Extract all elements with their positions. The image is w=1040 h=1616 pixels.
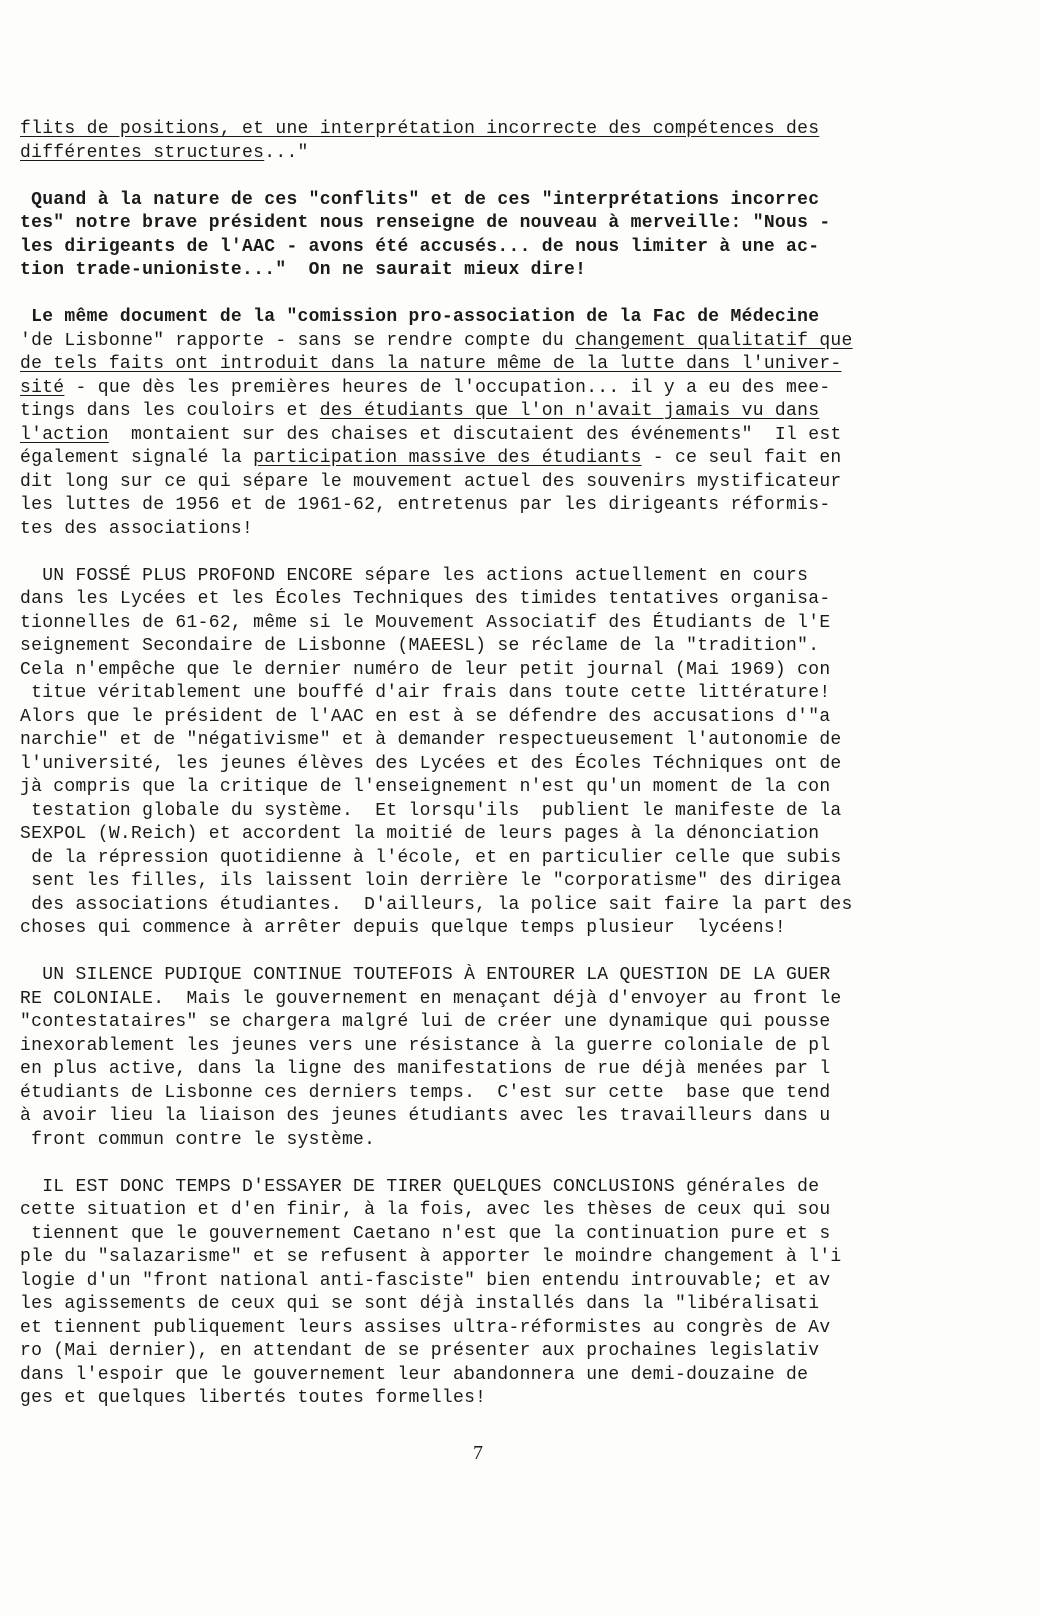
text-segment: - que dès les premières heures de l'occupation... il y a eu des mee- bbox=[64, 377, 831, 398]
text-line bbox=[20, 1035, 968, 1059]
text-segment: les agissements de ceux qui se sont déjà installés dans la "libéralisati bbox=[20, 1294, 820, 1314]
text-line bbox=[20, 964, 968, 988]
text-segment: Cela n'empêche que le dernier numéro de leur petit journal (Mai 1969) con bbox=[20, 659, 831, 680]
text-line bbox=[20, 1176, 968, 1200]
paragraph bbox=[20, 565, 968, 941]
text-segment: et tiennent publiquement leurs assises ultra-réformistes au congrès de Av bbox=[20, 1317, 831, 1338]
paragraph bbox=[20, 964, 968, 1152]
text-segment: choses qui commence à arrêter depuis quelque temps plusieur lycéens! bbox=[20, 918, 787, 938]
underlined-text: différentes structures bbox=[20, 142, 265, 163]
text-segment: en plus active, dans la ligne des manifestations de rue déjà menées par l bbox=[20, 1059, 831, 1079]
text-segment: montaient sur des chaises et discutaient des événements" Il est bbox=[108, 424, 842, 445]
text-segment: des associations étudiantes. D'ailleurs, la police sait faire la part des bbox=[20, 894, 853, 915]
text-line bbox=[20, 330, 968, 354]
text-segment: ges et quelques libertés toutes formelles! bbox=[20, 1388, 487, 1408]
text-line bbox=[20, 1105, 968, 1129]
text-segment: UN FOSSÉ PLUS PROFOND ENCORE sépare les actions actuellement en cours bbox=[20, 565, 809, 586]
text-line bbox=[20, 1223, 968, 1247]
text-line bbox=[20, 1293, 968, 1317]
text-line bbox=[20, 212, 968, 236]
text-line bbox=[20, 988, 968, 1012]
text-line bbox=[20, 1364, 968, 1388]
text-segment: l'université, les jeunes élèves des Lycées et des Écoles Téchniques ont de bbox=[20, 753, 842, 774]
text-segment: sent les filles, ils laissent loin derrière le "corporatisme" des dirigea bbox=[20, 871, 842, 891]
text-line bbox=[20, 847, 968, 871]
paragraph bbox=[20, 189, 968, 283]
text-segment: dans les Lycées et les Écoles Techniques des timides tentatives organisa- bbox=[20, 589, 831, 609]
text-line bbox=[20, 1129, 968, 1153]
text-line bbox=[20, 118, 968, 142]
text-line bbox=[20, 870, 968, 894]
underlined-text: flits de positions, et une interprétation incorrecte des compétences des bbox=[20, 119, 820, 139]
page-number: 7 bbox=[473, 1442, 483, 1464]
text-line bbox=[20, 236, 968, 260]
text-segment: tiennent que le gouvernement Caetano n'est que la continuation pure et s bbox=[20, 1223, 831, 1244]
text-segment: "contestataires" se chargera malgré lui de créer une dynamique qui pousse bbox=[20, 1012, 831, 1032]
underlined-text: de tels faits ont introduit dans la nature même de la lutte dans l'univer- bbox=[20, 354, 842, 374]
text-segment: inexorablement les jeunes vers une résistance à la guerre coloniale de pl bbox=[20, 1035, 831, 1056]
text-segment: front commun contre le système. bbox=[20, 1129, 376, 1150]
text-segment: également signalé la bbox=[20, 448, 254, 468]
underlined-text: l'action bbox=[20, 424, 109, 445]
text-segment: titue véritablement une bouffé d'air frais dans toute cette littérature! bbox=[20, 683, 831, 703]
text-line bbox=[20, 682, 968, 706]
text-line bbox=[20, 377, 968, 401]
text-segment: tion trade-unioniste..." On ne saurait mieux dire! bbox=[20, 260, 587, 280]
text-line bbox=[20, 306, 968, 330]
text-segment: 'de Lisbonne" rapporte - sans se rendre compte du bbox=[20, 330, 576, 351]
text-segment: cette situation et d'en finir, à la fois, avec les thèses de ceux qui sou bbox=[20, 1200, 831, 1220]
text-line bbox=[20, 1340, 968, 1364]
text-line bbox=[20, 518, 968, 542]
text-segment: les dirigeants de l'AAC - avons été accusés... de nous limiter à une ac- bbox=[20, 236, 820, 257]
text-line bbox=[20, 894, 968, 918]
text-segment: UN SILENCE PUDIQUE CONTINUE TOUTEFOIS À ENTOURER LA QUESTION DE LA GUER bbox=[20, 965, 831, 985]
text-line bbox=[20, 588, 968, 612]
underlined-text: des étudiants que l'on n'avait jamais vu dans bbox=[319, 401, 820, 421]
text-line bbox=[20, 800, 968, 824]
text-segment: ..." bbox=[264, 142, 309, 163]
text-line bbox=[20, 424, 968, 448]
text-segment: ro (Mai dernier), en attendant de se présenter aux prochaines legislativ bbox=[20, 1341, 820, 1361]
text-line bbox=[20, 1199, 968, 1223]
underlined-text: sité bbox=[20, 377, 65, 398]
text-segment: ple du "salazarisme" et se refusent à apporter le moindre changement à l'i bbox=[20, 1247, 842, 1267]
paragraph bbox=[20, 306, 968, 541]
text-line bbox=[20, 917, 968, 941]
text-line bbox=[20, 706, 968, 730]
text-segment: à avoir lieu la liaison des jeunes étudiants avec les travailleurs dans u bbox=[20, 1106, 831, 1126]
text-segment: tionnelles de 61-62, même si le Mouvement Associatif des Étudiants de l'E bbox=[20, 612, 831, 633]
text-segment: tes" notre brave président nous renseigne de nouveau à merveille: "Nous - bbox=[20, 213, 831, 233]
text-segment: de la répression quotidienne à l'école, et en particulier celle que subis bbox=[20, 847, 842, 868]
text-line bbox=[20, 1387, 968, 1411]
text-line bbox=[20, 142, 968, 166]
text-segment: tings dans les couloirs et bbox=[20, 401, 320, 421]
text-segment: - ce seul fait en bbox=[641, 448, 842, 468]
text-segment: Le même document de la "comission pro-association de la Fac de Médecine bbox=[20, 307, 820, 327]
underlined-text: changement qualitatif que bbox=[575, 330, 853, 351]
text-segment: Alors que le président de l'AAC en est à se défendre des accusations d'"a bbox=[20, 706, 831, 727]
text-segment: narchie" et de "négativisme" et à demander respectueusement l'autonomie de bbox=[20, 730, 842, 750]
text-line bbox=[20, 635, 968, 659]
text-segment: SEXPOL (W.Reich) et accordent la moitié de leurs pages à la dénonciation bbox=[20, 824, 820, 844]
text-line bbox=[20, 1270, 968, 1294]
text-segment: tes des associations! bbox=[20, 518, 254, 539]
text-line bbox=[20, 1082, 968, 1106]
text-line bbox=[20, 659, 968, 683]
text-segment: étudiants de Lisbonne ces derniers temps. C'est sur cette base que tend bbox=[20, 1082, 831, 1103]
text-line bbox=[20, 823, 968, 847]
text-line bbox=[20, 259, 968, 283]
text-segment: IL EST DONC TEMPS D'ESSAYER DE TIRER QUELQUES CONCLUSIONS générales de bbox=[20, 1176, 820, 1197]
text-line bbox=[20, 565, 968, 589]
text-line bbox=[20, 1058, 968, 1082]
paragraph bbox=[20, 118, 968, 165]
text-line bbox=[20, 729, 968, 753]
paragraph bbox=[20, 1176, 968, 1411]
text-line bbox=[20, 612, 968, 636]
text-line bbox=[20, 776, 968, 800]
underlined-text: participation massive des étudiants bbox=[253, 448, 642, 468]
text-line bbox=[20, 447, 968, 471]
document-body bbox=[20, 118, 968, 1434]
text-line bbox=[20, 400, 968, 424]
text-segment: dit long sur ce qui sépare le mouvement actuel des souvenirs mystificateur bbox=[20, 471, 842, 492]
text-line bbox=[20, 471, 968, 495]
text-line bbox=[20, 1317, 968, 1341]
text-line bbox=[20, 1246, 968, 1270]
text-line bbox=[20, 753, 968, 777]
text-segment: testation globale du système. Et lorsqu'ils publient le manifeste de la bbox=[20, 800, 842, 821]
text-line bbox=[20, 1011, 968, 1035]
text-segment: dans l'espoir que le gouvernement leur abandonnera une demi-douzaine de bbox=[20, 1364, 809, 1385]
text-line bbox=[20, 189, 968, 213]
text-segment: seignement Secondaire de Lisbonne (MAEESL) se réclame de la "tradition". bbox=[20, 636, 820, 656]
text-segment: Quand à la nature de ces "conflits" et de ces "interprétations incorrec bbox=[20, 189, 820, 210]
text-segment: les luttes de 1956 et de 1961-62, entretenus par les dirigeants réformis- bbox=[20, 495, 831, 515]
text-segment: jà compris que la critique de l'enseignement n'est qu'un moment de la con bbox=[20, 777, 831, 797]
text-segment: RE COLONIALE. Mais le gouvernement en menaçant déjà d'envoyer au front le bbox=[20, 988, 842, 1009]
text-segment: logie d'un "front national anti-fasciste" bien entendu introuvable; et av bbox=[20, 1270, 831, 1291]
text-line bbox=[20, 353, 968, 377]
text-line bbox=[20, 494, 968, 518]
